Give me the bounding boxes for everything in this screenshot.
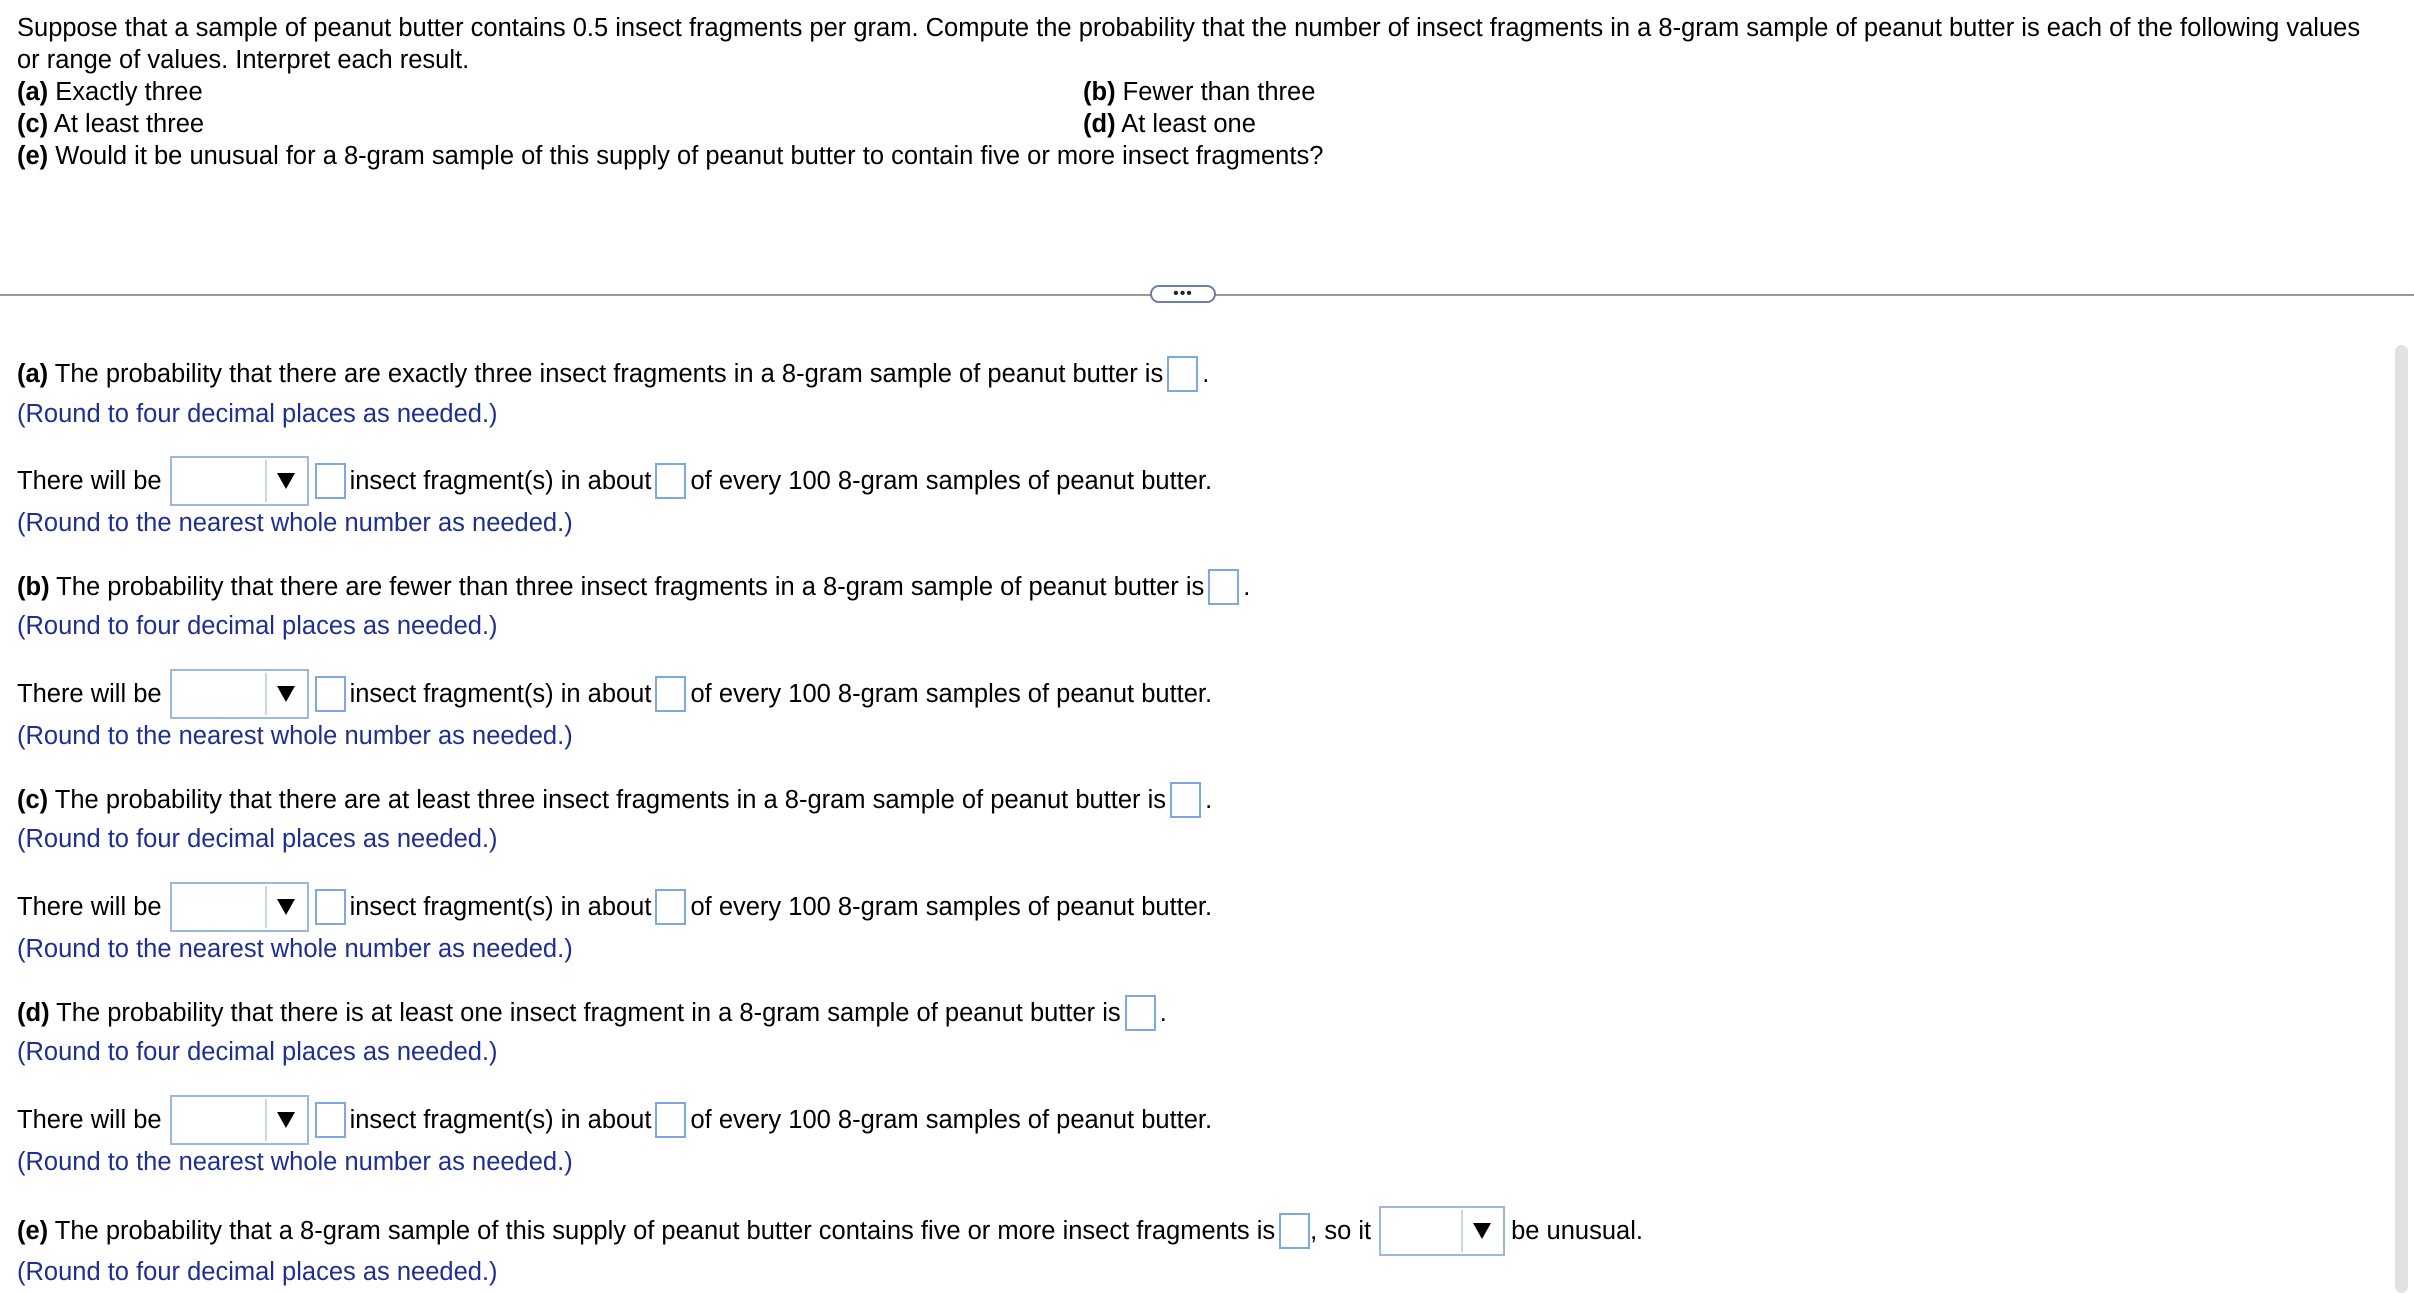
item-a: (a) Exactly three [17, 78, 203, 106]
part-a-interpretation: There will be insect fragment(s) in about of every 100 8-gram samples of peanut butter. [17, 456, 1212, 506]
part-c-probability: (c) The probability that there are at least three insect fragments in a 8-gram sample of peanut butter is . [17, 782, 1212, 818]
part-a-probability-hint: (Round to four decimal places as needed.) [17, 400, 498, 428]
more-button[interactable]: ••• [1150, 285, 1216, 303]
part-d-probability-input[interactable] [1125, 995, 1156, 1031]
part-b-dropdown[interactable] [170, 669, 309, 719]
part-b-interpretation: There will be insect fragment(s) in about of every 100 8-gram samples of peanut butter. [17, 669, 1212, 719]
part-a-probability: (a) The probability that there are exactly three insect fragments in a 8-gram sample of peanut butter is . [17, 356, 1209, 392]
dropdown-arrow-icon [265, 460, 305, 502]
part-c-probability-input[interactable] [1170, 782, 1201, 818]
part-e-probability: (e) The probability that a 8-gram sample of this supply of peanut butter contains five or more insect fragments is , so it be unusual. [17, 1206, 1643, 1256]
part-b-count-input[interactable] [315, 676, 346, 712]
part-d-probability: (d) The probability that there is at least one insect fragment in a 8-gram sample of peanut butter is . [17, 995, 1167, 1031]
part-d-count-input[interactable] [315, 1102, 346, 1138]
part-c-interpretation: There will be insect fragment(s) in about of every 100 8-gram samples of peanut butter. [17, 882, 1212, 932]
part-d-samples-input[interactable] [655, 1102, 686, 1138]
part-d-interpretation: There will be insect fragment(s) in about of every 100 8-gram samples of peanut butter. [17, 1095, 1212, 1145]
part-b-probability: (b) The probability that there are fewer than three insect fragments in a 8-gram sample of peanut butter is . [17, 569, 1250, 605]
part-a-count-input[interactable] [315, 463, 346, 499]
part-b-probability-input[interactable] [1208, 569, 1239, 605]
part-c-dropdown[interactable] [170, 882, 309, 932]
part-b-interpretation-hint: (Round to the nearest whole number as needed.) [17, 722, 573, 750]
item-e: (e) Would it be unusual for a 8-gram sample of this supply of peanut butter to contain five or more insect fragments? [17, 142, 1324, 170]
part-c-probability-hint: (Round to four decimal places as needed.) [17, 825, 498, 853]
problem-intro-line2: or range of values. Interpret each result. [17, 46, 470, 74]
scrollbar[interactable] [2395, 345, 2408, 1293]
part-e-probability-hint: (Round to four decimal places as needed.) [17, 1258, 498, 1286]
part-b-samples-input[interactable] [655, 676, 686, 712]
part-d-dropdown[interactable] [170, 1095, 309, 1145]
part-d-interpretation-hint: (Round to the nearest whole number as needed.) [17, 1148, 573, 1176]
part-a-dropdown[interactable] [170, 456, 309, 506]
item-b: (b) Fewer than three [1083, 78, 1316, 106]
part-a-probability-input[interactable] [1167, 356, 1198, 392]
part-c-samples-input[interactable] [655, 889, 686, 925]
part-d-probability-hint: (Round to four decimal places as needed.) [17, 1038, 498, 1066]
part-e-dropdown[interactable] [1379, 1206, 1505, 1256]
part-c-count-input[interactable] [315, 889, 346, 925]
problem-intro: Suppose that a sample of peanut butter contains 0.5 insect fragments per gram. Compute the probability that the number of insect fragments in a 8-gram sample of peanut butter is each of the following values [17, 14, 2361, 42]
part-a-samples-input[interactable] [655, 463, 686, 499]
dropdown-arrow-icon [265, 886, 305, 928]
dropdown-arrow-icon [265, 1099, 305, 1141]
part-c-interpretation-hint: (Round to the nearest whole number as needed.) [17, 935, 573, 963]
part-a-interpretation-hint: (Round to the nearest whole number as needed.) [17, 509, 573, 537]
item-d: (d) At least one [1083, 110, 1256, 138]
part-e-probability-input[interactable] [1279, 1213, 1310, 1249]
item-c: (c) At least three [17, 110, 205, 138]
dropdown-arrow-icon [265, 673, 305, 715]
part-b-probability-hint: (Round to four decimal places as needed.) [17, 612, 498, 640]
dropdown-arrow-icon [1461, 1210, 1501, 1252]
